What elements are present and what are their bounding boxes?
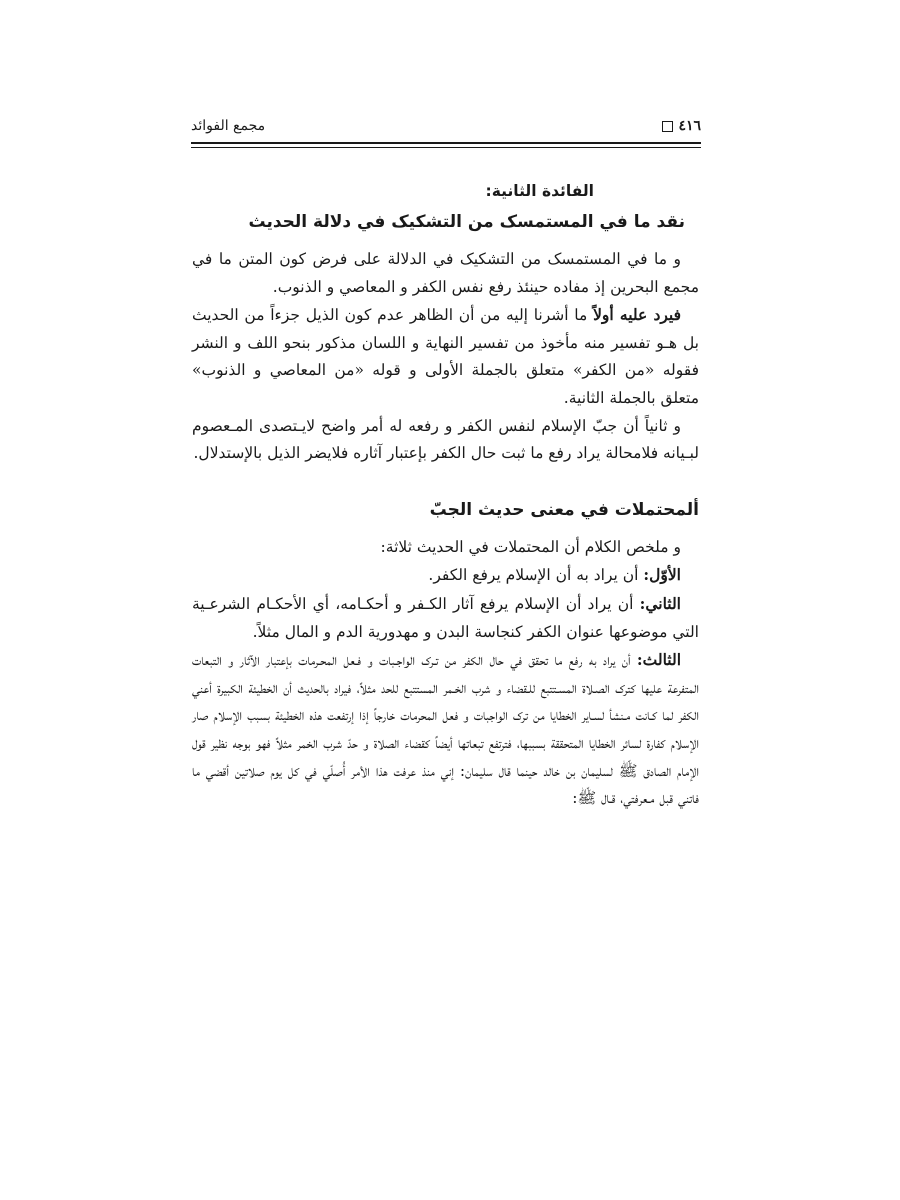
paragraph-2-label: فيرد عليه أولاً — [593, 305, 681, 325]
item-second-text: أن يراد أن الإسلام يرفع آثار الکـفر و أحکـامه، أي الأحکـام الشرعـية التي موضوعها عنوان الکفر کنجاسة البدن و مهدورية الدم و المال مثلاً. — [192, 594, 699, 641]
square-ornament-icon — [662, 121, 673, 132]
page-number-text: ٤١٦ — [678, 118, 701, 134]
page-body — [192, 176, 699, 813]
header-rule-thin — [191, 147, 701, 148]
item-first-label: الأوّل: — [643, 565, 681, 585]
item-third — [192, 646, 699, 813]
section-heading: ألمحتملات في معنى حديث الجبّ — [429, 499, 699, 520]
subsection-title: نقد ما في المستمسک من التشکيک في دلالة الحديث — [248, 212, 685, 232]
subsection-label: الفائدة الثانية: — [485, 182, 594, 200]
item-first — [192, 561, 699, 590]
paragraph-1: و ما في المستمسک من التشکيک في الدلالة على فرض کون المتن ما في مجمع البحرين إذ مفاده حينئذ رفع نفس الکفر و المعاصي و الذنوب. — [192, 250, 699, 296]
item-second — [192, 590, 699, 646]
item-third-text: أن يراد به رفع ما تحقق في حال الکفر من تـرک الواجـبات و فـعل المحـرمات بإعتبار الآثار و التبعات المتفرعة عليها کترک الصـلاة المسـتتبع للـقضاء و شرب الخـمر المستتبع للحد مثلاً، فيراد بالحديث أن الخطيئة الکبيرة أعني الکفر لما کـانت مـنشأ لسـاير الخطايا من ترک الواجبات و فعل المحرمات خارجاً إذا إرتفعت هذه الخطيئة بسبب الإسلام صار الإسلام کفارة لسائر الخطايا المتحققة بسببها، فترتفع تبعاتها أيضاً کقضاء الصلاة و حدّ شرب الخمر مثلاً فهو بوجه نظير قول الإمام الصادق ﷺ لسليمان بن خالد حينما قال سليمان: إني منذ عرفت هذا الأمر أُصلّي في کل يوم صلاتين أقضي ما فاتني قبل مـعرفتي، قـال ﷺ: — [192, 651, 699, 808]
book-title: مجمع الفوائد — [191, 118, 266, 134]
item-first-text: أن يراد به أن الإسلام يرفع الکفر. — [428, 566, 644, 585]
item-second-label: الثاني: — [639, 593, 681, 613]
page-number — [662, 118, 701, 134]
header-rule-thick — [191, 142, 701, 144]
paragraph-3: و ثانياً أن جبّ الإسلام لنفس الکفر و رفعه له أمر واضح لايـتصدى المـعصوم لبـيانه فلامحالة يراد رفع ما ثبت حال الکفر بإعتبار آثاره فلايضر الذيل بالإستدلال. — [192, 416, 699, 463]
paragraph-2-text: ما أشرنا إليه من أن الظاهر عدم کون الذيل جزءاً من الحديث بل هـو تفسير منه مأخوذ من تفسير النهاية و اللسان مذکور بنحو اللف و النشر فقوله «من الکفر» متعلق بالجملة الأولى و قوله «من المعاصي و الذنوب» متعلق بالجملة الثانية. — [192, 306, 699, 407]
paragraph-2 — [192, 301, 699, 412]
item-third-label: الثالث: — [636, 650, 681, 670]
running-header — [191, 112, 701, 140]
intro-paragraph: و ملخص الکلام أن المحتملات في الحديث ثلاثة: — [380, 537, 681, 556]
